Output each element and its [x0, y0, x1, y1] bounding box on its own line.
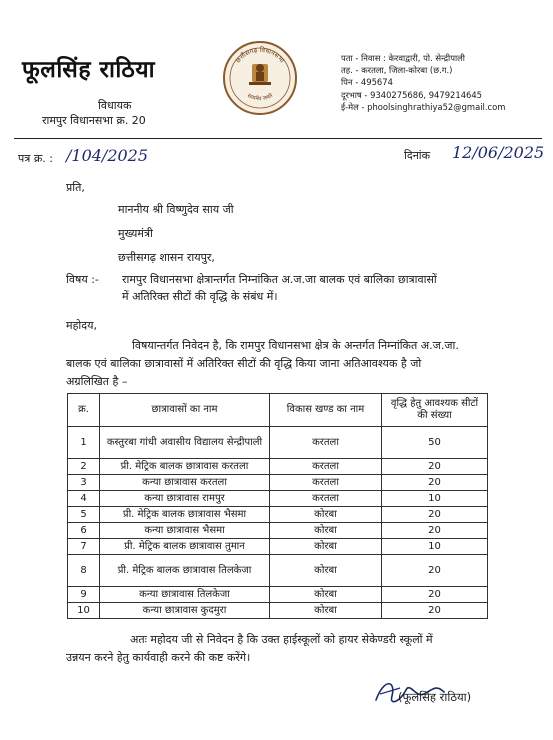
cell-sn: 10 — [68, 603, 100, 619]
seal-text: छत्तीसगढ़ विधानसभा — [233, 45, 287, 65]
cell-hostel-name: प्री. मेट्रिक बालक छात्रावास तुमान — [100, 539, 270, 555]
letterhead-constituency: रामपुर विधानसभा क्र. 20 — [42, 114, 146, 127]
subject-label: विषय :- — [66, 273, 99, 286]
letterhead-name: फूलसिंह राठिया — [22, 57, 156, 83]
cell-seats: 10 — [382, 491, 488, 507]
contact-email: ई-मेल - phoolsinghrathiya52@gmail.com — [341, 101, 506, 112]
cell-seats: 10 — [382, 539, 488, 555]
table-row — [68, 427, 488, 459]
cell-sn: 9 — [68, 587, 100, 603]
cell-block: कोरबा — [270, 507, 382, 523]
signatory-name: (फूलसिंह राठिया) — [398, 690, 472, 704]
cell-sn: 4 — [68, 491, 100, 507]
cell-hostel-name: कन्या छात्रावास तिलकेजा — [100, 587, 270, 603]
cell-seats: 20 — [382, 475, 488, 491]
cell-sn: 5 — [68, 507, 100, 523]
cell-hostel-name: कस्तुरबा गांधी अवासीय विद्यालय सेन्द्रीपाली — [100, 427, 270, 459]
table-row — [68, 555, 488, 587]
table-row — [68, 459, 488, 475]
table-row — [68, 491, 488, 507]
cell-seats: 20 — [382, 459, 488, 475]
addressee-name: माननीय श्री विष्णुदेव साय जी — [118, 203, 234, 216]
table-row — [68, 587, 488, 603]
body-line-3: अग्रलिखित है – — [66, 375, 128, 388]
contact-block — [341, 52, 505, 113]
cell-hostel-name: प्री. मेट्रिक बालक छात्रावास तिलकेजा — [100, 555, 270, 587]
cell-block: कोरबा — [270, 587, 382, 603]
header-hostel-name: छात्रावासों का नाम — [100, 394, 270, 427]
cell-block: करतला — [270, 475, 382, 491]
cell-sn: 1 — [68, 427, 100, 459]
cell-block: कोरबा — [270, 603, 382, 619]
assembly-seal-icon — [222, 40, 298, 116]
closing-line-2: उन्नयन करने हेतु कार्यवाही करने की कष्ट करेंगे। — [66, 651, 251, 664]
seal-motto: सत्यमेव जयते — [246, 92, 274, 103]
cell-hostel-name: कन्या छात्रावास कुदमुरा — [100, 603, 270, 619]
cell-block: कोरबा — [270, 523, 382, 539]
table-row — [68, 475, 488, 491]
header-divider — [14, 138, 542, 139]
cell-hostel-name: कन्या छात्रावास भैसमा — [100, 523, 270, 539]
date-value: 12/06/2025 — [452, 143, 545, 162]
table-row — [68, 539, 488, 555]
contact-address-1: पता - निवास : केरवाद्वारी, पो. सेन्द्रीपाली — [341, 53, 465, 63]
table-row — [68, 507, 488, 523]
contact-phone: दूरभाष - 9340275686, 9479214645 — [341, 89, 483, 100]
cell-sn: 8 — [68, 555, 100, 587]
subject-line-1: रामपुर विधानसभा क्षेत्रान्तर्गत निम्नांकित अ.ज.जा बालक एवं बालिका छात्रावासों — [122, 273, 437, 286]
header-seats: वृद्धि हेतु आवश्यक सीटों की संख्या — [382, 394, 488, 427]
contact-pin: पिन - 495674 — [341, 77, 393, 88]
subject-line-2: में अतिरिक्त सीटों की वृद्धि के संबंध में। — [122, 290, 278, 303]
ref-label: पत्र क्र. : — [18, 152, 53, 165]
header-sn: क्र. — [68, 394, 100, 427]
cell-block: कोरबा — [270, 555, 382, 587]
cell-seats: 20 — [382, 507, 488, 523]
letterhead-designation: विधायक — [98, 99, 132, 112]
cell-block: कोरबा — [270, 539, 382, 555]
cell-block: करतला — [270, 427, 382, 459]
cell-hostel-name: प्री. मेट्रिक बालक छात्रावास भैसमा — [100, 507, 270, 523]
cell-hostel-name: कन्या छात्रावास करतला — [100, 475, 270, 491]
cell-seats: 20 — [382, 523, 488, 539]
header-block: विकास खण्ड का नाम — [270, 394, 382, 427]
ref-number: /104/2025 — [66, 146, 149, 165]
cell-sn: 2 — [68, 459, 100, 475]
cell-sn: 6 — [68, 523, 100, 539]
cell-hostel-name: कन्या छात्रावास रामपुर — [100, 491, 270, 507]
cell-seats: 50 — [382, 427, 488, 459]
cell-seats: 20 — [382, 603, 488, 619]
body-line-1: विषयान्तर्गत निवेदन है, कि रामपुर विधानसभा क्षेत्र के अन्तर्गत निम्नांकित अ.ज.जा. — [132, 339, 459, 352]
addressee-prefix: प्रति, — [66, 181, 85, 194]
cell-block: करतला — [270, 459, 382, 475]
addressee-office: छत्तीसगढ़ शासन रायपुर, — [118, 251, 215, 264]
body-line-2: बालक एवं बालिका छात्रावासों में अतिरिक्त सीटों की वृद्धि किया जाना अतिआवश्यक है जो — [66, 357, 422, 370]
cell-block: करतला — [270, 491, 382, 507]
cell-seats: 20 — [382, 587, 488, 603]
closing-line-1: अतः महोदय जी से निवेदन है कि उक्त हाईस्कूलों को हायर सेकेण्डरी स्कूलों में — [130, 633, 433, 646]
cell-sn: 7 — [68, 539, 100, 555]
cell-sn: 3 — [68, 475, 100, 491]
hostel-seats-table — [67, 393, 488, 619]
cell-seats: 20 — [382, 555, 488, 587]
salutation: महोदय, — [66, 319, 97, 332]
addressee-designation: मुख्यमंत्री — [118, 227, 153, 240]
table-header-row — [68, 394, 488, 427]
date-label: दिनांक — [404, 149, 431, 162]
table-row — [68, 523, 488, 539]
contact-address-2: तह. - करतला, जिला-कोरबा (छ.ग.) — [341, 65, 453, 76]
cell-hostel-name: प्री. मेट्रिक बालक छात्रावास करतला — [100, 459, 270, 475]
table-row — [68, 603, 488, 619]
